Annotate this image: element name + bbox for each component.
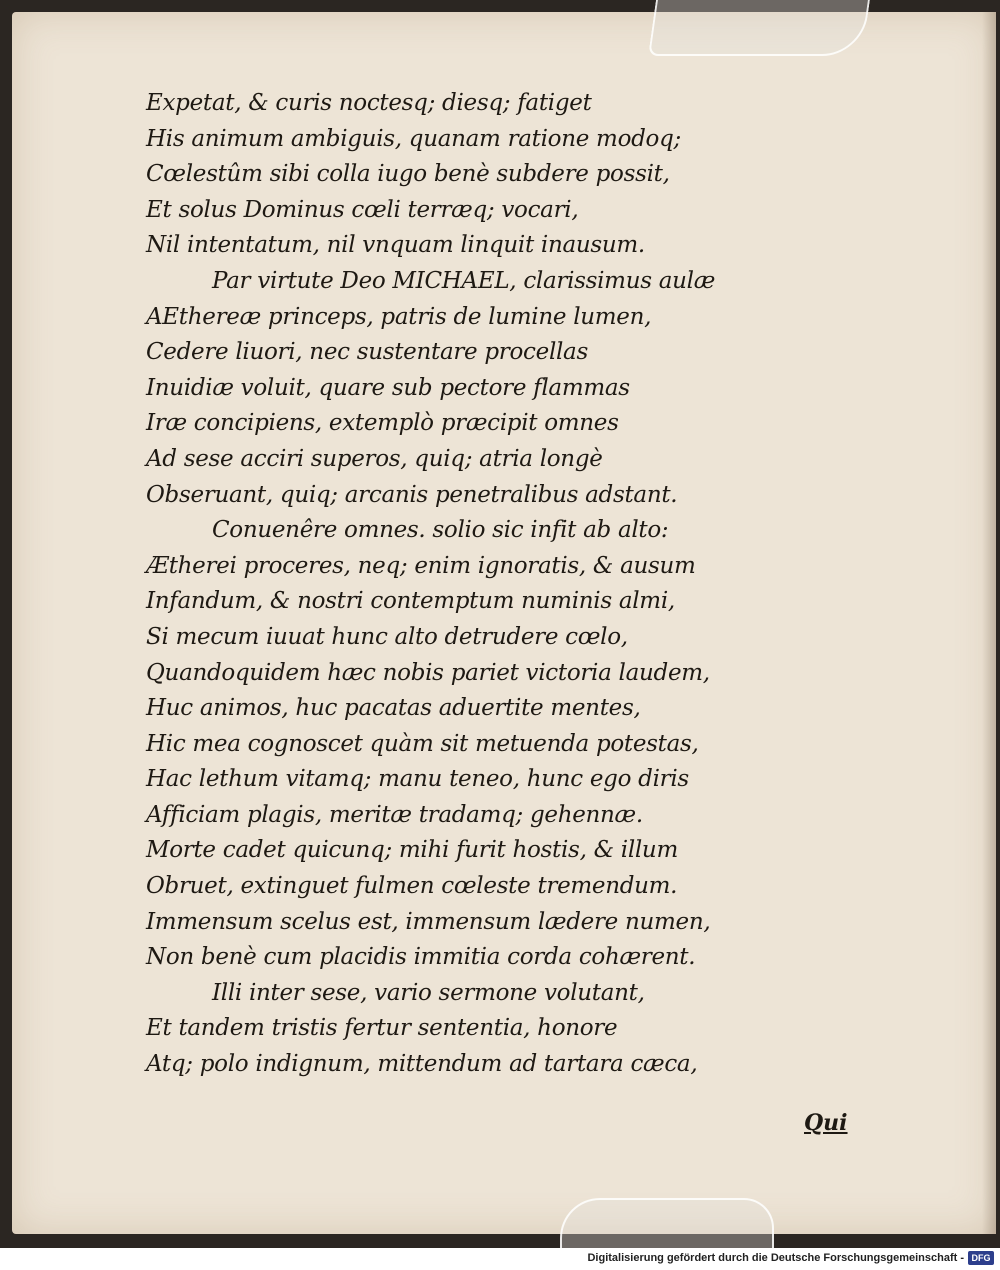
page-clip-top: [648, 0, 870, 56]
page-clip-bottom: [560, 1198, 774, 1250]
poem-line: Conuenêre omnes. solio sic infit ab alto:: [212, 517, 669, 544]
poem-line: Atq; polo indignum, mittendum ad tartara cæca,: [146, 1051, 698, 1078]
poem-line: Illi inter sese, vario sermone volutant,: [212, 979, 645, 1006]
poem-line: Par virtute Deo MICHAEL, clarissimus aulæ: [212, 267, 716, 294]
poem-line: Non benè cum placidis immitia corda cohærent.: [146, 944, 696, 971]
poem-line: Immensum scelus est, immensum lædere numen,: [146, 908, 711, 935]
funding-credit: Digitalisierung gefördert durch die Deutsche Forschungsgemeinschaft -: [587, 1252, 964, 1264]
dfg-logo: DFG: [968, 1251, 994, 1265]
poem-line: Quandoquidem hæc nobis pariet victoria laudem,: [146, 659, 710, 686]
poem-line: Cœlestûm sibi colla iugo benè subdere possit,: [146, 161, 670, 188]
poem-line: Hic mea cognoscet quàm sit metuenda potestas,: [146, 730, 699, 757]
poem-line: Hac lethum vitamq; manu teneo, hunc ego diris: [146, 766, 689, 793]
poem-line: Ad sese acciri superos, quiq; atria longè: [146, 445, 603, 472]
poem-line: Ætherei proceres, neq; enim ignoratis, & ausum: [146, 552, 696, 579]
poem-line: Morte cadet quicunq; mihi furit hostis, & illum: [146, 837, 678, 864]
poem-line: Obruet, extinguet fulmen cœleste tremendum.: [146, 873, 678, 900]
footer-bar: [0, 1248, 1000, 1270]
poem-line: Huc animos, huc pacatas aduertite mentes,: [146, 695, 641, 722]
poem-line: Obseruant, quiq; arcanis penetralibus adstant.: [146, 481, 678, 508]
page-edge-shadow: [982, 12, 996, 1234]
poem-line: Inuidiæ voluit, quare sub pectore flammas: [146, 374, 630, 401]
poem-line: Afficiam plagis, meritæ tradamq; gehennæ.: [146, 801, 643, 828]
poem-line: Expetat, & curis noctesq; diesq; fatiget: [146, 90, 592, 116]
poem-line: AEthereæ princeps, patris de lumine lumen,: [146, 303, 652, 330]
poem-text: [146, 86, 796, 1083]
poem-line: Infandum, & nostri contemptum numinis almi,: [146, 588, 675, 615]
poem-line: Nil intentatum, nil vnquam linquit inausum.: [146, 232, 645, 259]
poem-line: Et solus Dominus cœli terræq; vocari,: [146, 196, 579, 223]
poem-line: Si mecum iuuat hunc alto detrudere cœlo,: [146, 623, 628, 650]
poem-line: His animum ambiguis, quanam ratione modoq;: [146, 125, 681, 152]
catchword: Qui: [804, 1110, 848, 1136]
poem-line: Cedere liuori, nec sustentare procellas: [146, 339, 588, 366]
poem-line: Et tandem tristis fertur sententia, honore: [146, 1015, 618, 1042]
poem-line: Iræ concipiens, extemplò præcipit omnes: [146, 410, 619, 437]
